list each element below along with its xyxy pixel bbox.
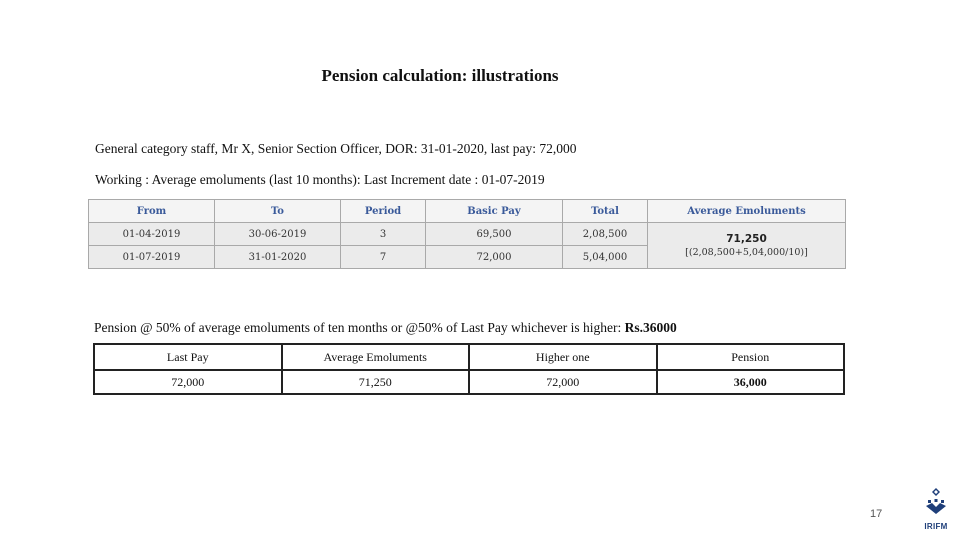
pension-amount: Rs.36000: [624, 320, 677, 335]
cell-total: 2,08,500: [563, 223, 648, 246]
header-period: Period: [341, 200, 426, 223]
slide-title: Pension calculation: illustrations: [321, 66, 559, 85]
header-basic-pay: Basic Pay: [426, 200, 563, 223]
average-value: 71,250: [726, 232, 767, 245]
cell-total: 5,04,000: [563, 246, 648, 269]
cell-period: 7: [341, 246, 426, 269]
header-higher-one: Higher one: [469, 344, 657, 370]
cell-basic-pay: 72,000: [426, 246, 563, 269]
pension-header-row: [94, 344, 844, 370]
pension-description-text: Pension @ 50% of average emoluments of ten months or @50% of Last Pay whichever is higher:: [94, 320, 625, 335]
cell-from: 01-04-2019: [89, 223, 215, 246]
cell-period: 3: [341, 223, 426, 246]
working-description: Working : Average emoluments (last 10 months): Last Increment date : 01-07-2019: [95, 172, 545, 187]
header-total: Total: [563, 200, 648, 223]
header-to: To: [215, 200, 341, 223]
header-last-pay: Last Pay: [94, 344, 282, 370]
emoluments-header-row: [89, 200, 846, 223]
cell-pension: 36,000: [657, 370, 845, 394]
table-row: [94, 370, 844, 394]
cell-average-emoluments: 71,250: [282, 370, 470, 394]
header-average-emoluments: Average Emoluments: [282, 344, 470, 370]
cell-higher-one: 72,000: [469, 370, 657, 394]
table-row: [89, 223, 846, 246]
pension-description: [94, 320, 677, 336]
page-number: 17: [870, 508, 883, 520]
staff-description: General category staff, Mr X, Senior Section Officer, DOR: 31-01-2020, last pay: 72,000: [95, 141, 577, 156]
cell-average-emoluments: [648, 223, 846, 269]
pension-table: [93, 343, 845, 395]
irifm-logo-icon: [918, 487, 954, 531]
cell-basic-pay: 69,500: [426, 223, 563, 246]
header-pension: Pension: [657, 344, 845, 370]
cell-to: 30-06-2019: [215, 223, 341, 246]
logo-text: IRIFM: [924, 522, 948, 531]
cell-to: 31-01-2020: [215, 246, 341, 269]
header-from: From: [89, 200, 215, 223]
emoluments-table: [88, 199, 846, 269]
cell-last-pay: 72,000: [94, 370, 282, 394]
cell-from: 01-07-2019: [89, 246, 215, 269]
logo-mark-icon: [918, 487, 954, 517]
average-formula: [(2,08,500+5,04,000/10)]: [685, 246, 808, 258]
header-average-emoluments: Average Emoluments: [648, 200, 846, 223]
